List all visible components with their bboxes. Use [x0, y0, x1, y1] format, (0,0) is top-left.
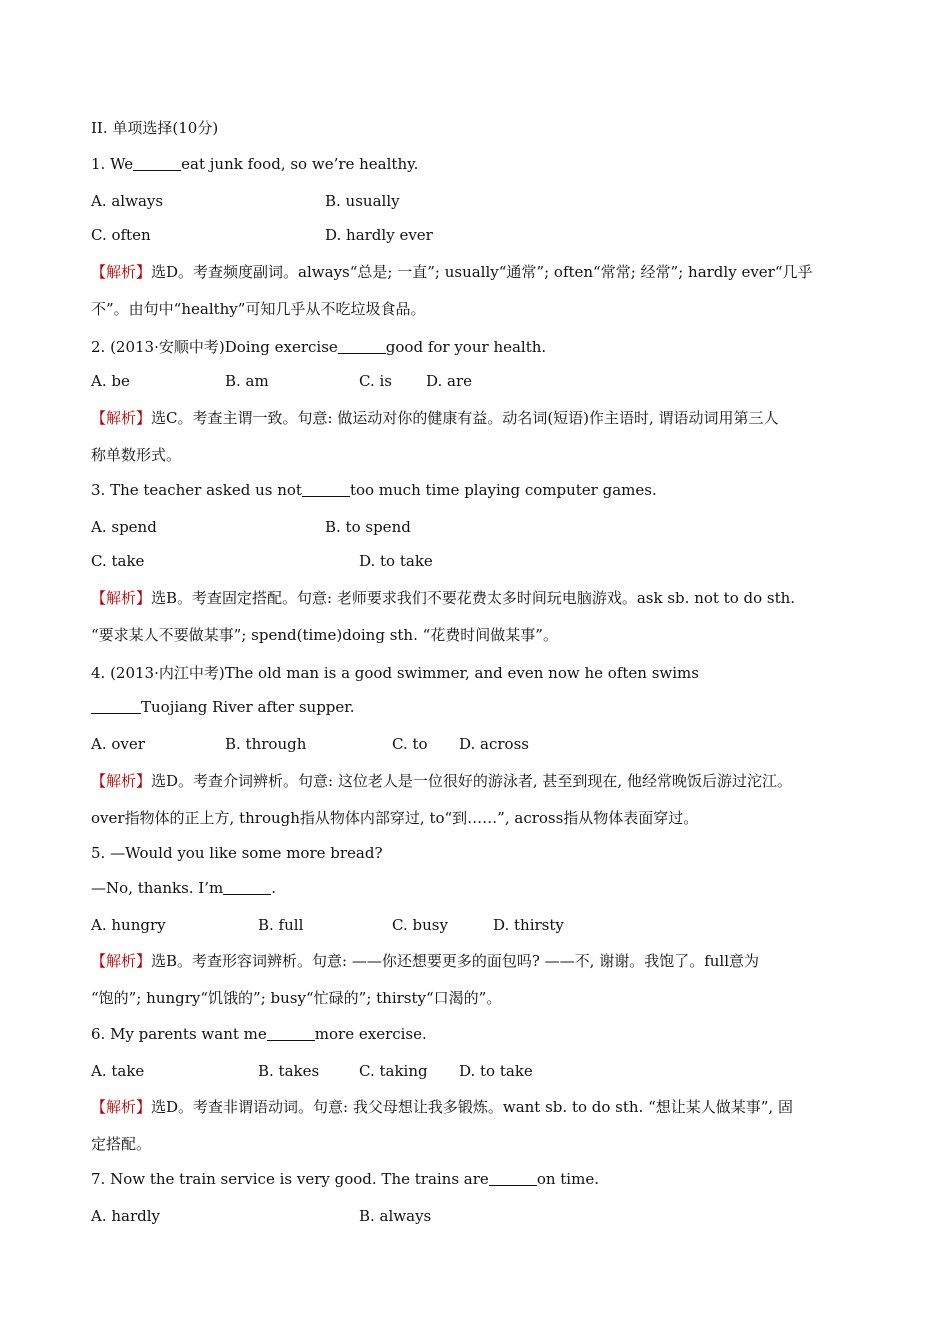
option-b: B. to spend: [325, 518, 411, 536]
analysis-line-2: “要求某人不要做某事”; spend(time)doing sth. “花费时间做某事”。: [91, 626, 558, 644]
answer-blank: [267, 1039, 315, 1041]
answer-blank: [133, 169, 181, 171]
option-d: D. to take: [359, 552, 433, 570]
question-1-stem-before: 1. We: [91, 155, 134, 173]
analysis-tag: 【解析】: [91, 772, 152, 790]
analysis-line-2: 不”。由句中“healthy”可知几乎从不吃垃圾食品。: [91, 300, 426, 318]
question-5-stem-before: —No, thanks. I’m: [91, 879, 224, 897]
question-5-stem: 5. —Would you like some more bread?: [91, 844, 383, 862]
analysis-line-2: 定搭配。: [91, 1135, 152, 1153]
question-4-stem-line-2: [91, 697, 355, 717]
question-6-stem-before: 6. My parents want me: [91, 1025, 267, 1043]
option-a: A. over: [91, 735, 145, 753]
question-3-stem-after: too much time playing computer games.: [349, 481, 657, 499]
question-4-stem-after: Tuojiang River after supper.: [141, 698, 355, 716]
option-d: D. hardly ever: [325, 226, 433, 244]
option-c: C. is: [359, 372, 392, 390]
question-1-analysis: [91, 262, 813, 282]
analysis-tag: 【解析】: [91, 263, 152, 281]
question-2-analysis: [91, 408, 779, 428]
option-d: D. thirsty: [493, 916, 564, 934]
option-b: B. full: [258, 916, 304, 934]
analysis-line-2: 称单数形式。: [91, 446, 182, 464]
option-b: B. usually: [325, 192, 400, 210]
option-d: D. to take: [459, 1062, 533, 1080]
analysis-tag: 【解析】: [91, 589, 152, 607]
option-a: A. spend: [91, 518, 157, 536]
option-c: C. often: [91, 226, 151, 244]
analysis-tag: 【解析】: [91, 1098, 152, 1116]
question-6-stem-after: more exercise.: [314, 1025, 427, 1043]
question-3-analysis: [91, 588, 795, 608]
option-b: B. takes: [258, 1062, 320, 1080]
answer-blank: [91, 712, 141, 714]
analysis-line-2: “饱的”; hungry“饥饿的”; busy“忙碌的”; thirsty“口渴的”。: [91, 989, 502, 1007]
option-c: C. to: [392, 735, 428, 753]
option-c: C. busy: [392, 916, 448, 934]
analysis-line-1: 选B。考查形容词辨析。句意: ——你还想要更多的面包吗? ——不, 谢谢。我饱了。full意为: [151, 952, 760, 970]
option-b: B. am: [225, 372, 269, 390]
analysis-line-1: 选C。考查主谓一致。句意: 做运动对你的健康有益。动名词(短语)作主语时, 谓语动词用第三人: [151, 409, 779, 427]
option-a: A. always: [91, 192, 164, 210]
question-1-stem-after: eat junk food, so we’re healthy.: [181, 155, 419, 173]
question-3-stem-before: 3. The teacher asked us not: [91, 481, 302, 499]
answer-blank: [223, 893, 271, 895]
option-a: A. take: [91, 1062, 145, 1080]
answer-blank: [338, 352, 386, 354]
question-6-stem: [91, 1024, 427, 1044]
option-b: B. always: [359, 1207, 432, 1225]
answer-blank: [302, 495, 350, 497]
question-4-analysis: [91, 771, 792, 791]
option-a: A. hardly: [91, 1207, 161, 1225]
question-2-stem-before: 2. (2013·安顺中考)Doing exercise: [91, 338, 338, 356]
question-2-stem-after: good for your health.: [385, 338, 547, 356]
question-5-analysis: [91, 951, 759, 971]
question-5-stem-line-2: [91, 878, 276, 898]
analysis-line-1: 选B。考查固定搭配。句意: 老师要求我们不要花费太多时间玩电脑游戏。ask sb. not to do sth.: [151, 589, 796, 607]
option-a: A. be: [91, 372, 130, 390]
question-5-stem-after: .: [271, 879, 277, 897]
analysis-tag: 【解析】: [91, 952, 152, 970]
question-3-stem: [91, 480, 657, 500]
answer-blank: [489, 1184, 537, 1186]
analysis-tag: 【解析】: [91, 409, 152, 427]
option-c: C. take: [91, 552, 145, 570]
question-7-stem-before: 7. Now the train service is very good. The trains are: [91, 1170, 489, 1188]
question-7-stem-after: on time.: [536, 1170, 599, 1188]
section-title: II. 单项选择(10分): [91, 119, 219, 137]
analysis-line-1: 选D。考查非谓语动词。句意: 我父母想让我多锻炼。want sb. to do sth. “想让某人做某事”, 固: [151, 1098, 793, 1116]
analysis-line-1: 选D。考查介词辨析。句意: 这位老人是一位很好的游泳者, 甚至到现在, 他经常晚饭后游过沱江。: [151, 772, 792, 790]
question-6-analysis: [91, 1097, 793, 1117]
option-a: A. hungry: [91, 916, 166, 934]
option-b: B. through: [225, 735, 307, 753]
question-1-stem: [91, 154, 418, 174]
question-7-stem: [91, 1169, 599, 1189]
question-2-stem: [91, 337, 546, 357]
option-d: D. across: [459, 735, 529, 753]
option-c: C. taking: [359, 1062, 428, 1080]
question-4-stem: 4. (2013·内江中考)The old man is a good swimmer, and even now he often swims: [91, 664, 699, 682]
analysis-line-2: over指物体的正上方, through指从物体内部穿过, to“到……”, across指从物体表面穿过。: [91, 809, 699, 827]
analysis-line-1: 选D。考查频度副词。always“总是; 一直”; usually“通常”; often“常常; 经常”; hardly ever“几乎: [151, 263, 813, 281]
option-d: D. are: [426, 372, 473, 390]
